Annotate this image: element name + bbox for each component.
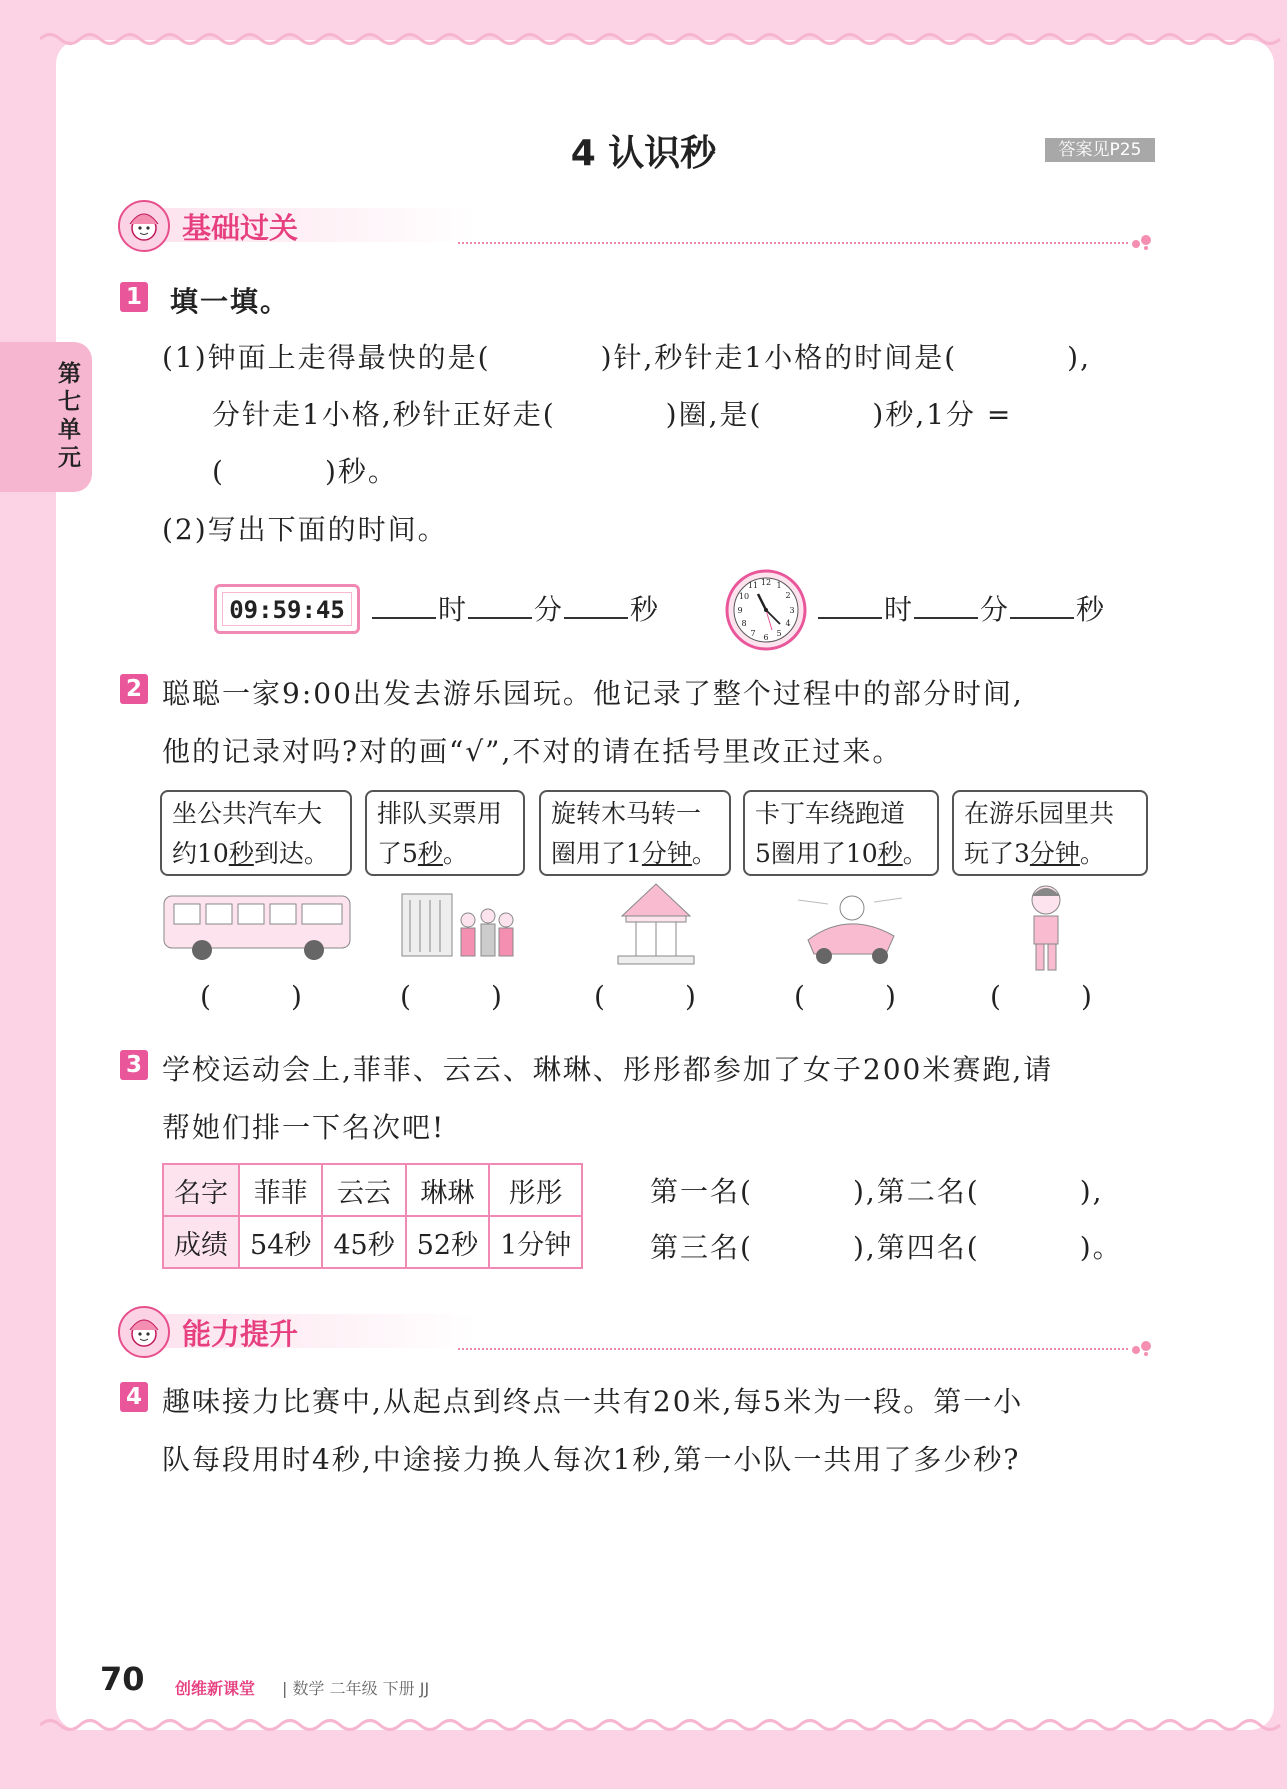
rank-text: )。 (1079, 1231, 1123, 1264)
digital-clock (214, 584, 360, 634)
rank-text: ),第四名( (852, 1231, 980, 1264)
wavy-border-top (40, 30, 1287, 48)
svg-text:11: 11 (747, 581, 759, 590)
hour-unit: 时 (884, 593, 913, 626)
bubble-text: 排队买票用 (377, 799, 503, 828)
q1-l1b: )针,秒针走1小格的时间是( (600, 341, 958, 374)
bubble-text: 。 (902, 839, 928, 868)
svg-text:12: 12 (760, 578, 772, 587)
unit-tab-label: 第七单元 (58, 361, 81, 471)
paren-right: ) (884, 980, 896, 1013)
ranking-line2 (650, 1226, 1123, 1266)
table-cell: 52秒 (406, 1216, 489, 1268)
answer-paren[interactable] (594, 980, 696, 1013)
page-title: 4 认识秒 (570, 133, 717, 174)
table-cell: 45秒 (322, 1216, 405, 1268)
q1-line3 (212, 450, 398, 490)
dots-decoration-icon (1130, 234, 1158, 250)
bubble-text: 圈用了1 (551, 839, 642, 868)
q1-heading: 填一填。 (170, 285, 291, 318)
footer-info: | 数学 二年级 下册 JJ (282, 1679, 430, 1698)
section-divider (458, 1348, 1128, 1350)
answer-paren[interactable] (794, 980, 896, 1013)
bubble-text: 了5 (377, 839, 418, 868)
q3-line1: 学校运动会上,菲菲、云云、琳琳、彤彤都参加了女子200米赛跑,请 (162, 1053, 1054, 1086)
second-unit: 秒 (630, 593, 659, 626)
hour-blank[interactable] (372, 595, 436, 619)
speech-bubble (952, 790, 1148, 876)
question-number-badge: 3 (120, 1050, 148, 1080)
q2-line2: 他的记录对吗?对的画“√”,不对的请在括号里改正过来。 (162, 735, 903, 768)
second-blank[interactable] (564, 595, 628, 619)
q2-line1: 聪聪一家9:00出发去游乐园玩。他记录了整个过程中的部分时间, (162, 677, 1024, 710)
paren-left: ( (594, 980, 605, 1013)
speech-bubble (743, 790, 939, 876)
bus-illustration-icon (160, 880, 356, 970)
minute-unit: 分 (534, 593, 563, 626)
question-number-badge: 1 (120, 282, 148, 312)
footer-brand: 创维新课堂 (175, 1679, 256, 1698)
bubble-text: 到达。 (253, 839, 329, 868)
section-header-advanced (118, 1306, 1158, 1356)
section-divider (458, 242, 1128, 244)
svg-text:3: 3 (789, 606, 795, 615)
second-unit: 秒 (1076, 593, 1105, 626)
paren-left: ( (990, 980, 1001, 1013)
bubble-text: 卡丁车绕跑道 (755, 799, 906, 828)
bubble-text: 旋转木马转一 (551, 799, 702, 828)
section-header-basic (118, 200, 1158, 250)
speech-bubble (160, 790, 352, 876)
answer-paren[interactable] (400, 980, 502, 1013)
bubble-unit: 秒 (877, 839, 903, 868)
table-cell: 菲菲 (239, 1164, 322, 1216)
bubble-unit: 分钟 (1029, 839, 1080, 868)
girl-avatar-icon (118, 1306, 170, 1358)
q1-line2 (212, 393, 1012, 433)
minute-blank[interactable] (914, 595, 978, 619)
svg-text:10: 10 (738, 592, 750, 601)
bubble-unit: 秒 (228, 839, 254, 868)
table-cell: 云云 (322, 1164, 405, 1216)
answer-paren[interactable] (200, 980, 302, 1013)
paren-right: ) (684, 980, 696, 1013)
dots-decoration-icon (1130, 1340, 1158, 1356)
table-row (163, 1164, 582, 1216)
analog-clock-icon (724, 568, 808, 652)
q1-l3b: )秒。 (324, 455, 398, 488)
second-blank[interactable] (1010, 595, 1074, 619)
svg-text:7: 7 (750, 629, 756, 638)
bubble-text: 。 (1079, 839, 1105, 868)
q4-line1: 趣味接力比赛中,从起点到终点一共有20米,每5米为一段。第一小 (162, 1385, 1024, 1418)
q1-l1c: ), (1067, 341, 1091, 374)
hour-blank[interactable] (818, 595, 882, 619)
page-number: 70 (100, 1660, 145, 1698)
bubble-unit: 秒 (417, 839, 443, 868)
minute-blank[interactable] (468, 595, 532, 619)
svg-text:4: 4 (785, 619, 791, 628)
q1-l2a: 分针走1小格,秒针正好走( (212, 398, 556, 431)
ranking-line1 (650, 1170, 1104, 1210)
svg-text:6: 6 (763, 633, 769, 642)
table-cell: 1分钟 (489, 1216, 582, 1268)
paren-right: ) (1080, 980, 1092, 1013)
bubble-text: 在游乐园里共 (964, 799, 1115, 828)
q1-line1 (162, 336, 1091, 376)
rank-text: ),第二名( (852, 1175, 980, 1208)
svg-text:2: 2 (785, 591, 791, 600)
answer-paren[interactable] (990, 980, 1092, 1013)
table-cell: 54秒 (239, 1216, 322, 1268)
minute-unit: 分 (980, 593, 1009, 626)
speech-bubble (539, 790, 731, 876)
svg-text:8: 8 (741, 619, 747, 628)
race-results-table (162, 1163, 583, 1269)
q4-line2: 队每段用时4秒,中途接力换人每次1秒,第一小队一共用了多少秒? (162, 1443, 1021, 1476)
bubble-text: 约10 (172, 839, 229, 868)
bubble-text: 玩了3 (964, 839, 1030, 868)
rank-text: ), (1079, 1175, 1104, 1208)
table-row (163, 1216, 582, 1268)
wavy-border-bottom (40, 1716, 1287, 1734)
girl-avatar-icon (118, 200, 170, 252)
q1-l3a: ( (212, 455, 225, 488)
svg-text:9: 9 (737, 606, 743, 615)
paren-left: ( (400, 980, 411, 1013)
table-cell: 彤彤 (489, 1164, 582, 1216)
q1-l2b: )圈,是( (665, 398, 763, 431)
paren-left: ( (200, 980, 211, 1013)
section-title: 能力提升 (182, 1317, 299, 1351)
paren-right: ) (290, 980, 302, 1013)
boy-illustration-icon (1016, 880, 1076, 976)
carousel-illustration-icon (606, 880, 706, 970)
hour-unit: 时 (438, 593, 467, 626)
rank-text: 第一名( (650, 1175, 753, 1208)
bubble-text: 。 (442, 839, 468, 868)
table-cell: 成绩 (163, 1216, 239, 1268)
table-cell: 琳琳 (406, 1164, 489, 1216)
ticket-queue-illustration-icon (398, 880, 518, 970)
digital-clock-time: 09:59:45 (222, 592, 352, 626)
paren-right: ) (490, 980, 502, 1013)
analog-time-blanks (816, 588, 1104, 628)
svg-text:5: 5 (776, 629, 782, 638)
go-kart-illustration-icon (798, 880, 904, 970)
rank-text: 第三名( (650, 1231, 753, 1264)
q1-line4: (2)写出下面的时间。 (162, 513, 448, 546)
answer-reference-tag: 答案见P25 (1045, 138, 1155, 162)
section-title: 基础过关 (182, 211, 299, 245)
bubble-text: 5圈用了10 (755, 839, 878, 868)
speech-bubble (365, 790, 525, 876)
q1-l2c: )秒,1分 = (872, 398, 1013, 431)
q3-line2: 帮她们排一下名次吧! (162, 1111, 446, 1144)
bubble-unit: 分钟 (641, 839, 692, 868)
question-number-badge: 2 (120, 674, 148, 704)
svg-text:1: 1 (776, 581, 782, 590)
question-number-badge: 4 (120, 1382, 148, 1412)
paren-left: ( (794, 980, 805, 1013)
bubble-text: 。 (691, 839, 717, 868)
table-cell: 名字 (163, 1164, 239, 1216)
digital-time-blanks (370, 588, 658, 628)
bubble-text: 坐公共汽车大 (172, 799, 323, 828)
q1-l1a: (1)钟面上走得最快的是( (162, 341, 491, 374)
